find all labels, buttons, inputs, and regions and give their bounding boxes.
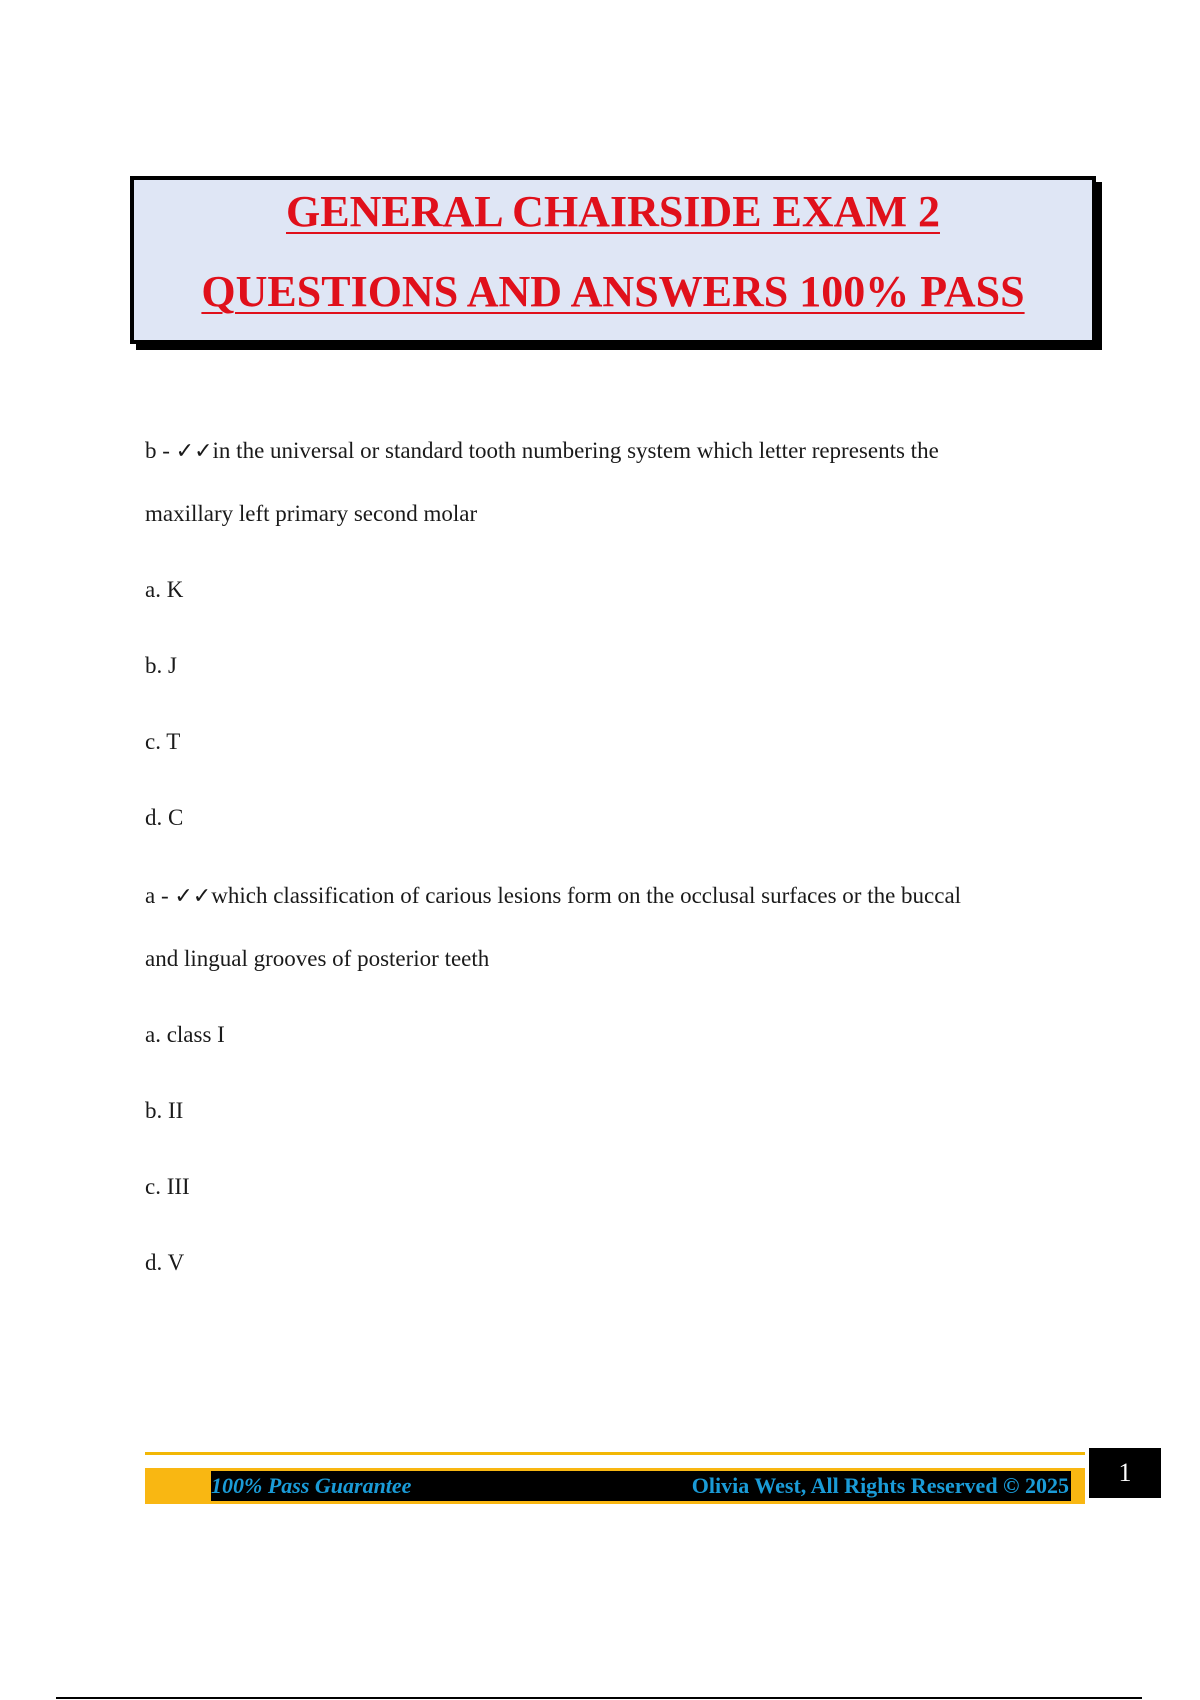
question-text <box>145 420 1085 545</box>
checkmark-icon: ✓✓ <box>174 884 212 909</box>
answer-option: a. class I <box>145 1022 225 1047</box>
question-line-1: which classification of carious lesions form on the occlusal surfaces or the buccal <box>211 883 962 908</box>
question-line-1: in the universal or standard tooth numbering system which letter represents the <box>212 438 939 463</box>
document-title-line-1: GENERAL CHAIRSIDE EXAM 2 <box>286 187 940 236</box>
question-list <box>145 420 1085 1294</box>
footer-guarantee-text: 100% Pass Guarantee <box>211 1473 412 1498</box>
question-text <box>145 865 1085 990</box>
footer-copyright-text: Olivia West, All Rights Reserved © 2025 <box>691 1473 1069 1498</box>
answer-prefix: b - <box>145 438 176 463</box>
answer-option: c. T <box>145 729 181 754</box>
answer-option: a. K <box>145 577 184 602</box>
answer-prefix: a - <box>145 883 175 908</box>
answer-option: b. II <box>145 1098 184 1123</box>
answer-option: b. J <box>145 653 177 678</box>
question-line-2: and lingual grooves of posterior teeth <box>145 946 490 971</box>
page-number: 1 <box>1089 1448 1161 1498</box>
question-block <box>145 420 1085 849</box>
answer-option: c. III <box>145 1174 190 1199</box>
answer-option: d. C <box>145 805 184 830</box>
question-line-2: maxillary left primary second molar <box>145 501 478 526</box>
document-title-line-2: QUESTIONS AND ANSWERS 100% PASS <box>201 267 1025 316</box>
bottom-divider <box>56 1697 1142 1699</box>
question-block <box>145 865 1085 1294</box>
footer-divider <box>145 1452 1085 1455</box>
checkmark-icon: ✓✓ <box>175 439 213 464</box>
page-footer <box>145 1452 1085 1504</box>
answer-option: d. V <box>145 1250 185 1275</box>
title-box <box>130 176 1096 344</box>
